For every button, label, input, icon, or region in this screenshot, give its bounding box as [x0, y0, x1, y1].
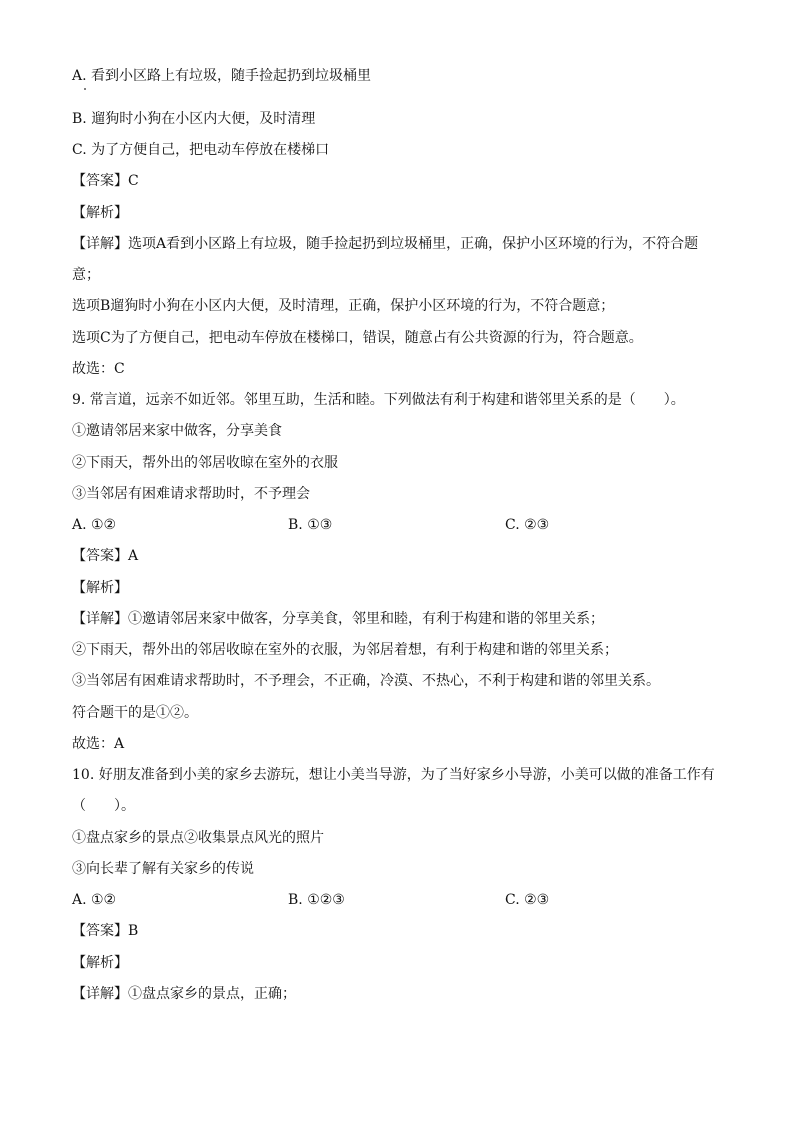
q8-answer: 【答案】C: [72, 173, 139, 189]
stray-dot: [84, 88, 86, 90]
q10-item-1-2: ①盘点家乡的景点②收集景点风光的照片: [72, 830, 324, 846]
q9-detail-2: ②下雨天，帮外出的邻居收晾在室外的衣服，为邻居着想，有利于构建和谐的邻里关系；: [72, 642, 618, 658]
q9-choice: 故选：A: [72, 736, 125, 752]
q9-answer: 【答案】A: [72, 548, 139, 564]
q9-item-2: ②下雨天，帮外出的邻居收晾在室外的衣服: [72, 455, 338, 471]
q10-option-c: C. ②③: [505, 892, 550, 908]
q8-detail-1: 【详解】选项A看到小区路上有垃圾，随手捡起扔到垃圾桶里，正确，保护小区环境的行为，不符合题: [72, 236, 699, 252]
q9-detail-3: ③当邻居有困难请求帮助时，不予理会，不正确，冷漠、不热心，不利于构建和谐的邻里关系。: [72, 673, 660, 689]
q9-item-3: ③当邻居有困难请求帮助时，不予理会: [72, 486, 310, 502]
q10-stem: 10. 好朋友准备到小美的家乡去游玩，想让小美当导游，为了当好家乡小导游，小美可以做的准备工作有: [72, 767, 715, 783]
q9-detail-4: 符合题干的是①②。: [72, 705, 198, 721]
q8-detail-2: 选项B遛狗时小狗在小区内大便，及时清理，正确，保护小区环境的行为，不符合题意；: [72, 298, 615, 314]
q10-stem-cont: （ ）。: [72, 798, 135, 814]
q9-option-b: B. ①③: [288, 517, 333, 533]
q10-analysis-label: 【解析】: [72, 955, 128, 971]
q8-choice: 故选：C: [72, 361, 125, 377]
q10-item-3: ③向长辈了解有关家乡的传说: [72, 861, 254, 877]
q10-option-b: B. ①②③: [288, 892, 345, 908]
q9-stem: 9. 常言道，远亲不如近邻。邻里互助，生活和睦。下列做法有利于构建和谐邻里关系的是（ ）。: [72, 392, 685, 408]
q9-option-a: A. ①②: [72, 517, 117, 533]
q8-analysis-label: 【解析】: [72, 205, 128, 221]
q10-answer: 【答案】B: [72, 923, 139, 939]
q8-detail-3: 选项C为了方便自己，把电动车停放在楼梯口，错误，随意占有公共资源的行为，符合题意。: [72, 330, 643, 346]
q8-option-c: C. 为了方便自己，把电动车停放在楼梯口: [72, 142, 330, 158]
q8-detail-1-cont: 意；: [72, 267, 100, 283]
q10-detail-1: 【详解】①盘点家乡的景点，正确；: [72, 986, 296, 1002]
q9-detail-1: 【详解】①邀请邻居来家中做客，分享美食，邻里和睦，有利于构建和谐的邻里关系；: [72, 611, 604, 627]
q9-option-c: C. ②③: [505, 517, 550, 533]
q9-analysis-label: 【解析】: [72, 580, 128, 596]
q8-option-a: A. 看到小区路上有垃圾，随手捡起扔到垃圾桶里: [72, 68, 372, 84]
q8-option-b: B. 遛狗时小狗在小区内大便，及时清理: [72, 111, 316, 127]
q10-option-a: A. ①②: [72, 892, 117, 908]
q9-item-1: ①邀请邻居来家中做客，分享美食: [72, 423, 282, 439]
